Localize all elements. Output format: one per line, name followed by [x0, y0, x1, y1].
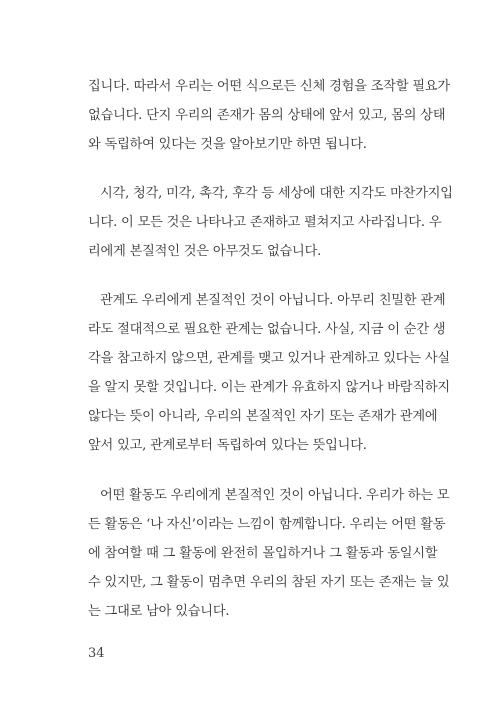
- paragraph-4-line-4: 수 있지만, 그 활동이 멈추면 우리의 참된 자기 또는 존재는 늘 있: [88, 575, 450, 590]
- paragraph-1-line-1: 집니다. 따라서 우리는 어떤 식으로든 신체 경험을 조작할 필요가: [88, 79, 450, 94]
- paragraph-3-line-4: 을 알지 못할 것입니다. 이는 관계가 유효하지 않거나 바람직하지: [88, 380, 450, 395]
- paragraph-1-line-2: 없습니다. 단지 우리의 존재가 몸의 상태에 앞서 있고, 몸의 상태: [88, 108, 446, 123]
- paragraph-4-line-3: 에 참여할 때 그 활동에 완전히 몰입하거나 그 활동과 동일시할: [88, 546, 438, 561]
- paragraph-1-line-3: 와 독립하여 있다는 것을 알아보기만 하면 됩니다.: [88, 137, 367, 152]
- paragraph-3-line-2: 라도 절대적으로 필요한 관계는 없습니다. 사실, 지금 이 순간 생: [88, 322, 446, 337]
- paragraph-4-line-2: 든 활동은 ‘나 자신’이라는 느낌이 함께합니다. 우리는 어떤 활동: [88, 517, 446, 532]
- paragraph-2-line-2: 니다. 이 모든 것은 나타나고 존재하고 펼쳐지고 사라집니다. 우: [88, 215, 442, 230]
- paragraph-3-line-1: 관계도 우리에게 본질적인 것이 아닙니다. 아무리 친밀한 관계: [100, 293, 446, 308]
- paragraph-3-line-5: 않다는 뜻이 아니라, 우리의 본질적인 자기 또는 존재가 관계에: [88, 409, 438, 424]
- paragraph-3-line-3: 각을 참고하지 않으면, 관계를 맺고 있거나 관계하고 있다는 사실: [88, 351, 450, 366]
- paragraph-4-line-5: 는 그대로 남아 있습니다.: [88, 604, 230, 619]
- paragraph-3-line-6: 앞서 있고, 관계로부터 독립하여 있다는 뜻입니다.: [88, 438, 367, 453]
- paragraph-4-line-1: 어떤 활동도 우리에게 본질적인 것이 아닙니다. 우리가 하는 모: [100, 488, 450, 503]
- page-number: 34: [88, 646, 105, 661]
- paragraph-2-line-3: 리에게 본질적인 것은 아무것도 없습니다.: [88, 244, 322, 259]
- paragraph-2-line-1: 시각, 청각, 미각, 촉각, 후각 등 세상에 대한 지각도 마찬가지입: [100, 186, 453, 201]
